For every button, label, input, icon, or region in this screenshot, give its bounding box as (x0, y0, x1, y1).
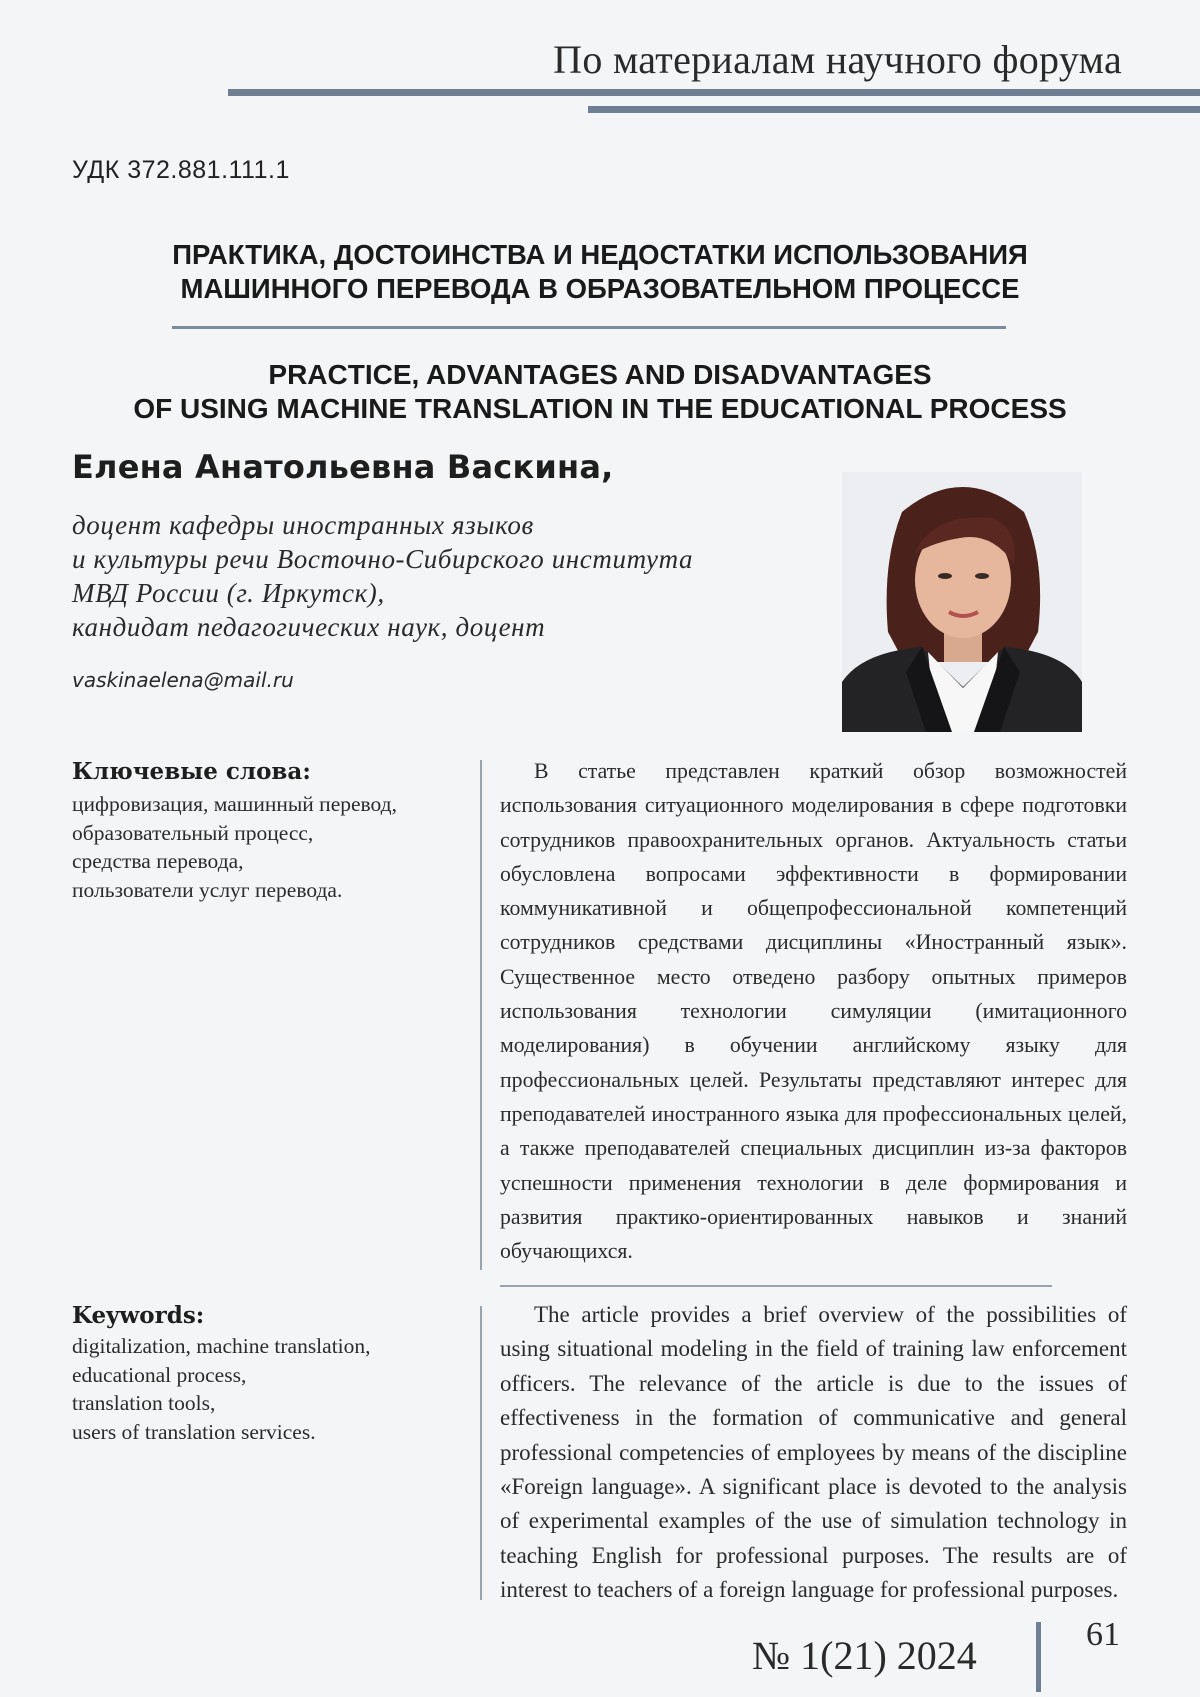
keywords-list-ru (72, 790, 462, 904)
author-affiliation (72, 508, 832, 644)
abstract-ru-divider (480, 760, 482, 1270)
author-email[interactable]: vaskinaelena@mail.ru (72, 668, 294, 692)
author-name: Елена Анатольевна Васкина, (72, 448, 613, 486)
portrait-illustration (842, 472, 1082, 732)
running-title: По материалам научного форума (553, 36, 1122, 83)
footer-divider (1036, 1622, 1041, 1692)
title-ru-line: ПРАКТИКА, ДОСТОИНСТВА И НЕДОСТАТКИ ИСПОЛЬЗОВАНИЯ (60, 238, 1140, 272)
affiliation-line: и культуры речи Восточно-Сибирского института (72, 542, 832, 576)
title-russian (60, 238, 1140, 306)
keywords-heading-en: Keywords: (72, 1302, 204, 1329)
title-en-line: PRACTICE, ADVANTAGES AND DISADVANTAGES (60, 358, 1140, 392)
keyword-line: users of translation services. (72, 1418, 462, 1447)
keyword-line: educational process, (72, 1361, 462, 1390)
keyword-line: образовательный процесс, (72, 819, 462, 848)
keyword-line: цифровизация, машинный перевод, (72, 790, 462, 819)
keyword-line: пользователи услуг перевода. (72, 876, 462, 905)
affiliation-line: МВД России (г. Иркутск), (72, 576, 832, 610)
title-ru-line: МАШИННОГО ПЕРЕВОДА В ОБРАЗОВАТЕЛЬНОМ ПРОЦЕССЕ (60, 272, 1140, 306)
issue-number: № 1(21) 2024 (752, 1632, 977, 1679)
keyword-line: translation tools, (72, 1389, 462, 1418)
abstract-separator (500, 1285, 1052, 1287)
title-en-line: OF USING MACHINE TRANSLATION IN THE EDUCATIONAL PROCESS (60, 392, 1140, 426)
header-rule-top (228, 89, 1200, 96)
author-photo (842, 472, 1082, 732)
abstract-ru-text: В статье представлен краткий обзор возможностей использования ситуационного моделирования в сфере подготовки сотрудников правоохранительных органов. Актуальность статьи обусловлена вопросами эффективности в формировании коммуникативной и общепрофессиональной компетенций сотрудников средствами дисциплины «Иностранный язык». Существенное место отведено разбору опытных примеров использования технологии симуляции (имитационного моделирования) в обучении английскому языку для профессиональных целей. Результаты представляют интерес для преподавателей иностранного языка для профессиональных целей, а также преподавателей специальных дисциплин из-за факторов успешности применения технологии в деле формирования и развития практико-ориентированных навыков и знаний обучающихся. (500, 754, 1127, 1268)
title-english (60, 358, 1140, 426)
title-divider (172, 326, 1006, 329)
affiliation-line: кандидат педагогических наук, доцент (72, 610, 832, 644)
header-rule-bottom (588, 106, 1200, 113)
udk-code: УДК 372.881.111.1 (72, 156, 290, 185)
affiliation-line: доцент кафедры иностранных языков (72, 508, 832, 542)
abstract-en-text: The article provides a brief overview of the possibilities of using situational modeling in the field of training law enforcement officers. The relevance of the article is due to the issues of effectiveness in the formation of communicative and general professional competencies of employees by means of the discipline «Foreign language». A significant place is devoted to the analysis of experimental examples of the use of simulation technology in teaching English for professional purposes. The results are of interest to teachers of a foreign language for professional purposes. (500, 1298, 1127, 1608)
page-number: 61 (1086, 1616, 1120, 1654)
abstract-en-divider (480, 1306, 482, 1600)
keyword-line: digitalization, machine translation, (72, 1332, 462, 1361)
keywords-heading-ru: Ключевые слова: (72, 758, 311, 785)
keyword-line: средства перевода, (72, 847, 462, 876)
keywords-list-en (72, 1332, 462, 1446)
